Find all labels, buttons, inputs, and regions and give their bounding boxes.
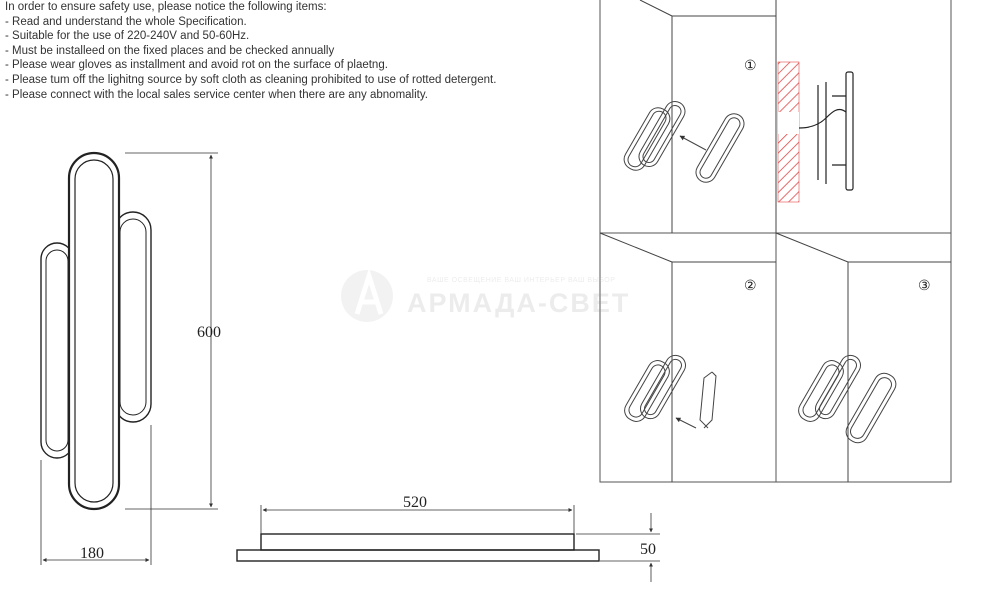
watermark-logo-icon — [335, 262, 399, 326]
note-item: - Please connect with the local sales service center when there are any abnomality. — [5, 88, 428, 101]
front-view — [41, 153, 151, 509]
notes-intro: In order to ensure safety use, please notice the following items: — [5, 1, 327, 13]
watermark-tagline: ВАШЕ ОСВЕЩЕНИЕ ВАШ ИНТЕРЬЕР ВАШ ВЫБОР — [427, 277, 616, 284]
panel-step-1 — [620, 0, 776, 233]
watermark — [335, 262, 631, 331]
note-item: - Suitable for the use of 220-240V and 50-60Hz. — [5, 30, 250, 43]
note-item: - Must be installeed on the fixed places and be checked annually — [5, 44, 335, 57]
length-label: 520 — [403, 494, 427, 511]
watermark-brand: АРМАДА-СВЕТ — [407, 288, 631, 318]
wall-opening — [778, 112, 799, 134]
note-item: - Please wear gloves as installment and avoid rot on the surface of plaetng. — [5, 59, 388, 72]
step-3-label: ③ — [918, 277, 931, 293]
panel-step-3 — [776, 233, 951, 482]
side-view — [237, 534, 599, 561]
depth-label: 50 — [640, 541, 656, 558]
panel-step-2 — [600, 233, 776, 482]
step-2-label: ② — [744, 277, 757, 293]
step-1-label: ① — [744, 57, 757, 73]
main-ring-outer — [69, 153, 119, 509]
back-frame-right-inner — [120, 219, 146, 415]
note-item: - Read and understand the whole Specification. — [5, 15, 247, 28]
side-body — [261, 534, 574, 550]
width-label: 180 — [80, 545, 104, 562]
mount-bracket-side — [799, 72, 853, 190]
note-item: - Please tum off the lighitng source by soft cloth as cleaning prohibited to use of rotted detergent. — [5, 73, 497, 86]
height-label: 600 — [197, 324, 221, 341]
back-frame-left-inner — [46, 250, 68, 451]
side-base — [237, 550, 599, 561]
